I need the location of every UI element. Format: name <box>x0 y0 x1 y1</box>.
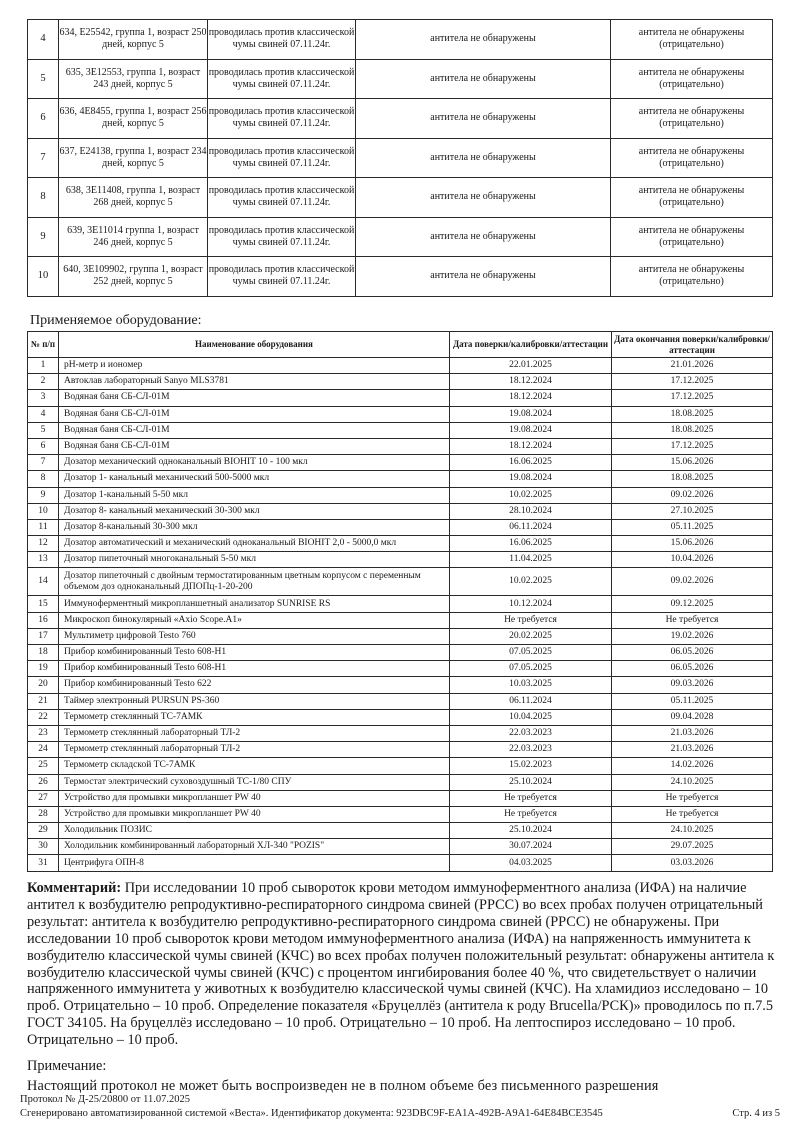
equipment-row <box>28 358 773 374</box>
results-cell-sample: 639, 3E11014 группа 1, возраст 246 дней, корпус 5 <box>59 217 208 257</box>
equipment-cell-name: Водяная баня СБ-СЛ-01М <box>59 390 450 406</box>
equipment-cell-end-date: 05.11.2025 <box>612 519 773 535</box>
equipment-cell-end-date: 18.08.2025 <box>612 406 773 422</box>
results-cell-num: 10 <box>28 257 59 297</box>
equipment-cell-name: Водяная баня СБ-СЛ-01М <box>59 438 450 454</box>
equipment-cell-date: 19.08.2024 <box>450 406 612 422</box>
equipment-cell-num: 15 <box>28 596 59 612</box>
results-table <box>27 19 773 297</box>
header-num: № п/п <box>28 332 59 358</box>
equipment-cell-end-date: Не требуется <box>612 612 773 628</box>
equipment-row <box>28 628 773 644</box>
equipment-cell-date: 04.03.2025 <box>450 855 612 871</box>
equipment-row <box>28 519 773 535</box>
equipment-table-body <box>28 358 773 872</box>
equipment-header-row <box>28 332 773 358</box>
equipment-cell-date: 06.11.2024 <box>450 693 612 709</box>
equipment-cell-name: Устройство для промывки микропланшет PW 40 <box>59 806 450 822</box>
equipment-row <box>28 823 773 839</box>
equipment-row <box>28 855 773 871</box>
equipment-cell-name: Центрифуга ОПН-8 <box>59 855 450 871</box>
equipment-row <box>28 406 773 422</box>
equipment-cell-end-date: 06.05.2026 <box>612 645 773 661</box>
equipment-cell-end-date: Не требуется <box>612 806 773 822</box>
equipment-row <box>28 742 773 758</box>
results-cell-num: 8 <box>28 178 59 218</box>
equipment-cell-name: Холодильник ПОЗИС <box>59 823 450 839</box>
equipment-cell-end-date: 19.02.2026 <box>612 628 773 644</box>
results-cell-result: антитела не обнаружены <box>356 20 611 60</box>
equipment-cell-date: 11.04.2025 <box>450 552 612 568</box>
equipment-row <box>28 374 773 390</box>
equipment-cell-date: 16.06.2025 <box>450 536 612 552</box>
footer-generated-by: Сгенерировано автоматизированной системой «Веста». Идентификатор документа: 923DBC9F-EA1A-492B-A9A1-64E84BCE3545 <box>20 1108 603 1119</box>
equipment-cell-end-date: Не требуется <box>612 790 773 806</box>
equipment-row <box>28 438 773 454</box>
equipment-cell-date: 22.03.2023 <box>450 725 612 741</box>
equipment-cell-num: 2 <box>28 374 59 390</box>
equipment-cell-num: 23 <box>28 725 59 741</box>
equipment-row <box>28 709 773 725</box>
equipment-row <box>28 758 773 774</box>
equipment-cell-end-date: 03.03.2026 <box>612 855 773 871</box>
equipment-cell-date: 10.12.2024 <box>450 596 612 612</box>
equipment-cell-num: 5 <box>28 422 59 438</box>
equipment-cell-num: 31 <box>28 855 59 871</box>
equipment-cell-end-date: 17.12.2025 <box>612 374 773 390</box>
results-cell-vaccination: проводилась против классической чумы свиней 07.11.24г. <box>208 178 356 218</box>
equipment-cell-end-date: 09.12.2025 <box>612 596 773 612</box>
results-cell-sample: 640, 3E109902, группа 1, возраст 252 дней, корпус 5 <box>59 257 208 297</box>
equipment-cell-name: Дозатор автоматический и механический одноканальный BIOHIT 2,0 - 5000,0 мкл <box>59 536 450 552</box>
results-cell-result: антитела не обнаружены <box>356 257 611 297</box>
equipment-cell-end-date: 27.10.2025 <box>612 503 773 519</box>
equipment-cell-end-date: 09.02.2026 <box>612 568 773 596</box>
results-cell-num: 4 <box>28 20 59 60</box>
equipment-cell-end-date: 21.01.2026 <box>612 358 773 374</box>
equipment-cell-name: Таймер электронный PURSUN PS-360 <box>59 693 450 709</box>
equipment-cell-date: 19.08.2024 <box>450 471 612 487</box>
results-cell-conclusion: антитела не обнаружены (отрицательно) <box>611 138 773 178</box>
equipment-row <box>28 645 773 661</box>
equipment-row <box>28 661 773 677</box>
equipment-cell-name: Термометр стеклянный лабораторный ТЛ-2 <box>59 742 450 758</box>
results-cell-result: антитела не обнаружены <box>356 178 611 218</box>
equipment-cell-name: Прибор комбинированный Testo 608-H1 <box>59 645 450 661</box>
header-name: Наименование оборудования <box>59 332 450 358</box>
equipment-row <box>28 612 773 628</box>
results-row <box>28 138 773 178</box>
equipment-row <box>28 693 773 709</box>
equipment-cell-num: 17 <box>28 628 59 644</box>
results-row <box>28 59 773 99</box>
results-cell-vaccination: проводилась против классической чумы свиней 07.11.24г. <box>208 138 356 178</box>
results-row <box>28 257 773 297</box>
equipment-row <box>28 677 773 693</box>
equipment-row <box>28 806 773 822</box>
equipment-cell-date: 07.05.2025 <box>450 661 612 677</box>
equipment-cell-date: 15.02.2023 <box>450 758 612 774</box>
equipment-cell-num: 11 <box>28 519 59 535</box>
equipment-cell-date: 25.10.2024 <box>450 823 612 839</box>
equipment-cell-num: 16 <box>28 612 59 628</box>
equipment-cell-end-date: 09.02.2026 <box>612 487 773 503</box>
equipment-cell-name: Термометр складской ТС-7АМК <box>59 758 450 774</box>
equipment-cell-num: 27 <box>28 790 59 806</box>
results-cell-sample: 635, 3E12553, группа 1, возраст 243 дней, корпус 5 <box>59 59 208 99</box>
equipment-table <box>27 331 773 872</box>
results-cell-result: антитела не обнаружены <box>356 59 611 99</box>
results-cell-vaccination: проводилась против классической чумы свиней 07.11.24г. <box>208 99 356 139</box>
results-cell-result: антитела не обнаружены <box>356 138 611 178</box>
equipment-cell-end-date: 18.08.2025 <box>612 422 773 438</box>
equipment-cell-date: 16.06.2025 <box>450 455 612 471</box>
equipment-cell-name: Холодильник комбинированный лабораторный ХЛ-340 "POZIS" <box>59 839 450 855</box>
equipment-cell-end-date: 05.11.2025 <box>612 693 773 709</box>
equipment-cell-num: 29 <box>28 823 59 839</box>
results-row <box>28 217 773 257</box>
equipment-row <box>28 596 773 612</box>
equipment-cell-date: 10.03.2025 <box>450 677 612 693</box>
equipment-row <box>28 568 773 596</box>
equipment-cell-num: 22 <box>28 709 59 725</box>
note-heading: Примечание: <box>27 1058 107 1074</box>
results-cell-conclusion: антитела не обнаружены (отрицательно) <box>611 99 773 139</box>
equipment-cell-date: 07.05.2025 <box>450 645 612 661</box>
results-cell-conclusion: антитела не обнаружены (отрицательно) <box>611 217 773 257</box>
equipment-cell-date: 10.02.2025 <box>450 568 612 596</box>
equipment-cell-date: Не требуется <box>450 806 612 822</box>
footer-protocol-number: Протокол № Д-25/20800 от 11.07.2025 <box>20 1094 190 1105</box>
equipment-cell-num: 19 <box>28 661 59 677</box>
equipment-cell-name: Прибор комбинированный Testo 608-H1 <box>59 661 450 677</box>
results-cell-conclusion: антитела не обнаружены (отрицательно) <box>611 20 773 60</box>
equipment-cell-num: 26 <box>28 774 59 790</box>
equipment-cell-num: 20 <box>28 677 59 693</box>
equipment-cell-name: Микроскоп бинокулярный «Axio Scope.A1» <box>59 612 450 628</box>
equipment-cell-date: 10.02.2025 <box>450 487 612 503</box>
results-cell-conclusion: антитела не обнаружены (отрицательно) <box>611 178 773 218</box>
results-cell-num: 9 <box>28 217 59 257</box>
equipment-cell-date: 22.03.2023 <box>450 742 612 758</box>
equipment-cell-date: 28.10.2024 <box>450 503 612 519</box>
equipment-row <box>28 839 773 855</box>
equipment-cell-num: 21 <box>28 693 59 709</box>
equipment-heading: Применяемое оборудование: <box>30 313 202 328</box>
equipment-row <box>28 487 773 503</box>
equipment-cell-date: 25.10.2024 <box>450 774 612 790</box>
equipment-row <box>28 503 773 519</box>
equipment-cell-end-date: 06.05.2026 <box>612 661 773 677</box>
equipment-cell-name: Дозатор 8-канальный 30-300 мкл <box>59 519 450 535</box>
equipment-cell-date: 18.12.2024 <box>450 438 612 454</box>
equipment-cell-end-date: 09.03.2026 <box>612 677 773 693</box>
comment-text: При исследовании 10 проб сывороток крови методом иммуноферментного анализа (ИФА) на наличие антител к возбудителю репродуктивно-респираторного синдрома свиней (РРСС) во всех пробах получен отрицательный результат: антитела к возбудителю репродуктивно-респираторного синдрома свиней (РРСС) не обнаружены. При исследовании 10 проб сывороток крови методом иммуноферментного анализа (ИФА) на напряженность иммунитета к возбудителю классической чумы свиней (КЧС) во всех пробах получен положительный результат: обнаружены антитела к возбудителю классической чумы свиней (КЧС) с процентом ингибирования более 40 %, что свидетельствует о наличии напряженного иммунитета у животных к возбудителю классической чумы свиней (КЧС). На хламидиоз исследовано – 10 проб. Отрицательно – 10 проб. Определение показателя «Бруцеллёз (антитела к роду Brucella/РСК)» проводилось по п.7.5 ГОСТ 34105. На бруцеллёз исследовано – 10 проб. Отрицательно – 10 проб. На лептоспироз исследовано – 10 проб. Отрицательно – 10 проб. <box>27 880 775 1049</box>
equipment-cell-end-date: 14.02.2026 <box>612 758 773 774</box>
equipment-cell-name: Термометр стеклянный лабораторный ТЛ-2 <box>59 725 450 741</box>
results-cell-vaccination: проводилась против классической чумы свиней 07.11.24г. <box>208 59 356 99</box>
equipment-cell-num: 10 <box>28 503 59 519</box>
equipment-cell-num: 25 <box>28 758 59 774</box>
equipment-cell-name: Дозатор 8- канальный механический 30-300 мкл <box>59 503 450 519</box>
equipment-row <box>28 390 773 406</box>
equipment-cell-date: 20.02.2025 <box>450 628 612 644</box>
results-row <box>28 99 773 139</box>
results-cell-vaccination: проводилась против классической чумы свиней 07.11.24г. <box>208 217 356 257</box>
equipment-cell-name: Водяная баня СБ-СЛ-01М <box>59 406 450 422</box>
results-cell-num: 7 <box>28 138 59 178</box>
results-cell-result: антитела не обнаружены <box>356 99 611 139</box>
results-cell-sample: 637, E24138, группа 1, возраст 234 дней, корпус 5 <box>59 138 208 178</box>
comment-paragraph <box>27 880 777 1049</box>
equipment-row <box>28 790 773 806</box>
results-cell-vaccination: проводилась против классической чумы свиней 07.11.24г. <box>208 257 356 297</box>
equipment-cell-end-date: 18.08.2025 <box>612 471 773 487</box>
equipment-cell-name: Термометр стеклянный ТС-7АМК <box>59 709 450 725</box>
equipment-cell-num: 7 <box>28 455 59 471</box>
equipment-cell-end-date: 21.03.2026 <box>612 725 773 741</box>
results-row <box>28 178 773 218</box>
equipment-cell-end-date: 15.06.2026 <box>612 455 773 471</box>
equipment-cell-end-date: 17.12.2025 <box>612 438 773 454</box>
equipment-cell-date: Не требуется <box>450 612 612 628</box>
equipment-cell-end-date: 17.12.2025 <box>612 390 773 406</box>
results-cell-conclusion: антитела не обнаружены (отрицательно) <box>611 59 773 99</box>
equipment-cell-name: Водяная баня СБ-СЛ-01М <box>59 422 450 438</box>
equipment-cell-name: Дозатор 1- канальный механический 500-5000 мкл <box>59 471 450 487</box>
results-cell-sample: 638, 3E11408, группа 1, возраст 268 дней, корпус 5 <box>59 178 208 218</box>
equipment-cell-name: Автоклав лабораторный Sanyo MLS3781 <box>59 374 450 390</box>
equipment-row <box>28 774 773 790</box>
equipment-cell-name: Термостат электрический суховоздушный ТС-1/80 СПУ <box>59 774 450 790</box>
equipment-cell-end-date: 29.07.2025 <box>612 839 773 855</box>
equipment-row <box>28 471 773 487</box>
equipment-cell-num: 30 <box>28 839 59 855</box>
equipment-cell-name: Мультиметр цифровой Testo 760 <box>59 628 450 644</box>
equipment-cell-name: Иммуноферментный микропланшетный анализатор SUNRISE RS <box>59 596 450 612</box>
results-cell-result: антитела не обнаружены <box>356 217 611 257</box>
equipment-cell-num: 4 <box>28 406 59 422</box>
results-cell-sample: 634, E25542, группа 1, возраст 250 дней, корпус 5 <box>59 20 208 60</box>
equipment-cell-end-date: 24.10.2025 <box>612 823 773 839</box>
equipment-cell-date: Не требуется <box>450 790 612 806</box>
equipment-cell-name: Устройство для промывки микропланшет PW 40 <box>59 790 450 806</box>
results-table-body <box>28 20 773 297</box>
equipment-cell-num: 28 <box>28 806 59 822</box>
equipment-cell-end-date: 21.03.2026 <box>612 742 773 758</box>
equipment-cell-num: 9 <box>28 487 59 503</box>
equipment-cell-num: 1 <box>28 358 59 374</box>
equipment-cell-num: 3 <box>28 390 59 406</box>
results-cell-num: 5 <box>28 59 59 99</box>
equipment-cell-date: 19.08.2024 <box>450 422 612 438</box>
equipment-cell-end-date: 24.10.2025 <box>612 774 773 790</box>
equipment-cell-num: 24 <box>28 742 59 758</box>
equipment-cell-name: pH-метр и иономер <box>59 358 450 374</box>
header-date: Дата поверки/калибровки/аттестации <box>450 332 612 358</box>
equipment-cell-date: 18.12.2024 <box>450 374 612 390</box>
equipment-cell-end-date: 15.06.2026 <box>612 536 773 552</box>
results-row <box>28 20 773 60</box>
equipment-row <box>28 455 773 471</box>
equipment-cell-name: Дозатор механический одноканальный BIOHIT 10 - 100 мкл <box>59 455 450 471</box>
equipment-row <box>28 552 773 568</box>
equipment-cell-date: 18.12.2024 <box>450 390 612 406</box>
equipment-cell-name: Дозатор пипеточный многоканальный 5-50 мкл <box>59 552 450 568</box>
results-cell-num: 6 <box>28 99 59 139</box>
equipment-cell-num: 14 <box>28 568 59 596</box>
results-cell-vaccination: проводилась против классической чумы свиней 07.11.24г. <box>208 20 356 60</box>
note-text: Настоящий протокол не может быть воспроизведен не в полном объеме без письменного разрешения <box>27 1078 659 1094</box>
equipment-row <box>28 422 773 438</box>
equipment-cell-date: 10.04.2025 <box>450 709 612 725</box>
equipment-cell-num: 6 <box>28 438 59 454</box>
equipment-cell-date: 06.11.2024 <box>450 519 612 535</box>
comment-label: Комментарий: <box>27 880 122 896</box>
equipment-row <box>28 536 773 552</box>
equipment-cell-name: Дозатор 1-канальный 5-50 мкл <box>59 487 450 503</box>
equipment-cell-num: 12 <box>28 536 59 552</box>
equipment-cell-name: Прибор комбинированный Testo 622 <box>59 677 450 693</box>
equipment-cell-date: 30.07.2024 <box>450 839 612 855</box>
results-cell-sample: 636, 4E8455, группа 1, возраст 256 дней, корпус 5 <box>59 99 208 139</box>
equipment-cell-date: 22.01.2025 <box>450 358 612 374</box>
equipment-cell-name: Дозатор пипеточный с двойным термостатированным цветным корпусом с переменным объемом доз одноканальный ДПОПц-1-20-200 <box>59 568 450 596</box>
header-end-date: Дата окончания поверки/калибровки/аттестации <box>612 332 773 358</box>
results-cell-conclusion: антитела не обнаружены (отрицательно) <box>611 257 773 297</box>
equipment-cell-end-date: 10.04.2026 <box>612 552 773 568</box>
equipment-row <box>28 725 773 741</box>
equipment-cell-num: 18 <box>28 645 59 661</box>
equipment-cell-num: 13 <box>28 552 59 568</box>
equipment-cell-num: 8 <box>28 471 59 487</box>
footer-page-number: Стр. 4 из 5 <box>732 1108 780 1119</box>
equipment-cell-end-date: 09.04.2028 <box>612 709 773 725</box>
